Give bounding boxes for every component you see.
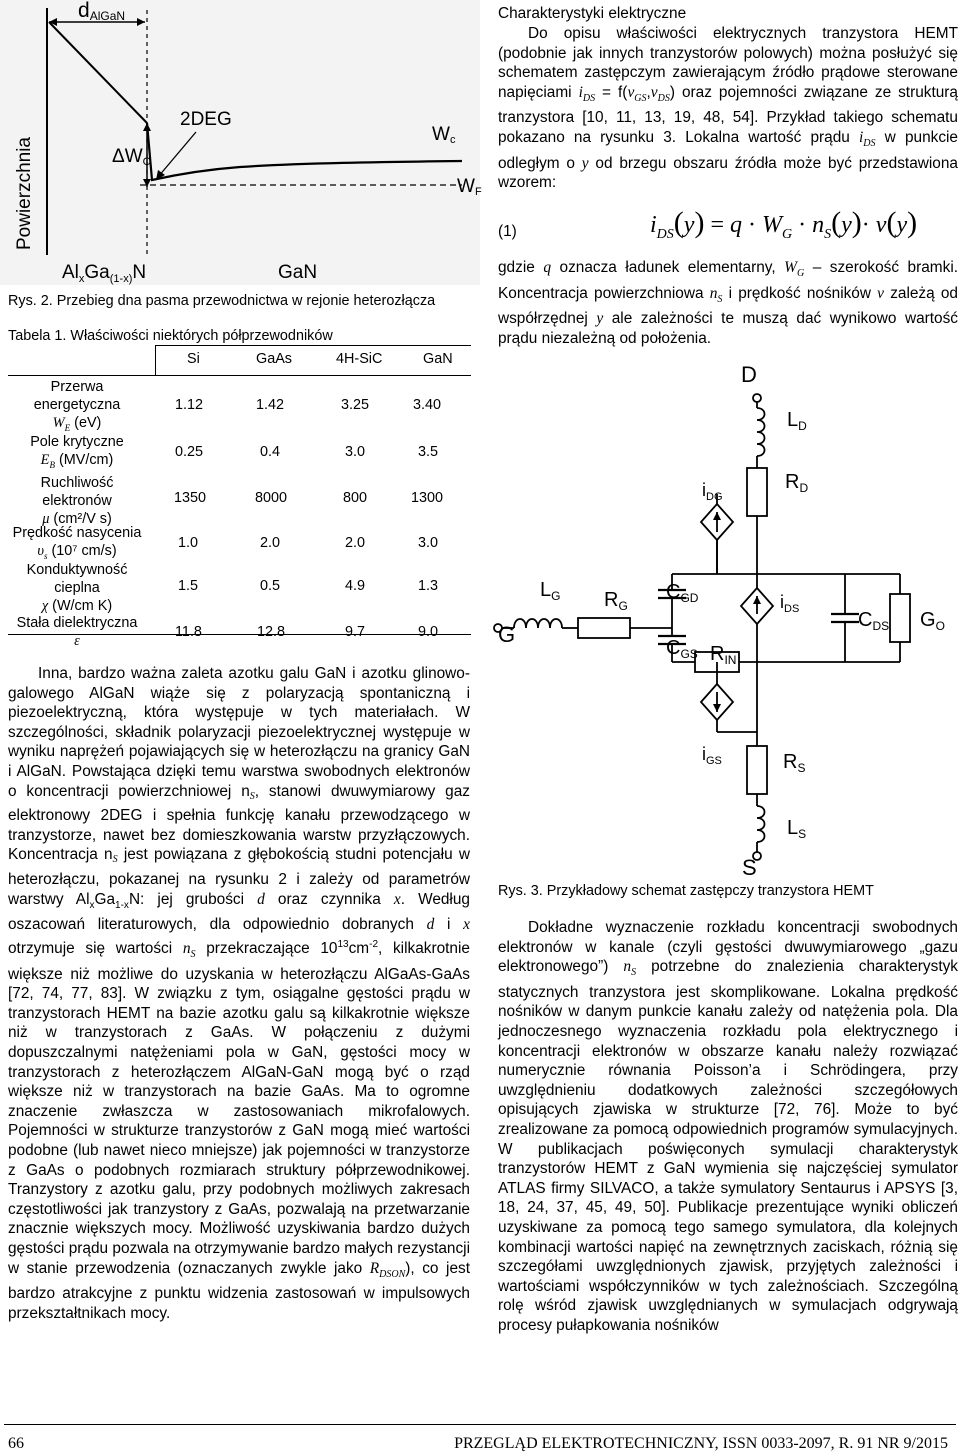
conductance-go	[890, 594, 910, 642]
drain-terminal	[753, 394, 761, 402]
row-symbol: χ (W/cm K)	[41, 598, 113, 614]
table-row	[8, 524, 146, 565]
equation-1: $i_{DS}(y) = q \cdot W_G \cdot n_S(y)\cdot \nu(y)$	[650, 206, 918, 242]
cell-value: 1.3	[418, 578, 439, 594]
row-label-line: elektronów	[42, 493, 112, 509]
cds-label: $C_{DS}$	[858, 609, 890, 633]
table-header-rule	[8, 375, 471, 376]
delta-wc-label: ΔWC	[112, 146, 151, 168]
cgd-label: $C_{GD}$	[666, 581, 699, 605]
resistor-rs	[747, 746, 767, 794]
table-row	[8, 614, 146, 650]
row-symbol: ε	[74, 633, 80, 649]
cell-value: 3.25	[341, 397, 370, 413]
figure-2-caption: Rys. 2. Przebieg dna pasma przewodnictwa w rejonie heterozłącza	[8, 293, 436, 309]
idg-label: $i_{DG}$	[702, 480, 723, 503]
row-symbol: $E_B$ (MV/cm)	[40, 452, 114, 470]
resistor-rd	[747, 468, 767, 516]
cell-value: 3.0	[418, 535, 439, 551]
cell-value: 1.42	[256, 397, 285, 413]
cell-value: 0.5	[260, 578, 281, 594]
section-heading: Charakterystyki elektryczne	[498, 5, 687, 22]
go-label: $G_O$	[920, 609, 945, 633]
cell-value: 9.0	[418, 624, 439, 640]
right-paragraph-3: Dokładne wyznaczenie rozkładu koncentracji swobodnych elektronów w kanale (czyli gęstości dwuwymiarowego „gazu elektronowego”) $n_S$ potrzebne do znalezienia charakterystyk statycznych tranzystora jest skomplikowane. Lokalna prędkość nośników w danym punkcie kanału zależy od natężenia pola. Dla jednoczesnego wyznaczenia rozkładu pola elektrycznego i koncentracji elektronów w obszarze kanału należy rozwiązać numerycznie równania Poisson’a i Schrödingera, przy uwzględnieniu dodatkowych zależności szczegółowych opisujących zjawiska w strukturze [72, 76]. Może to być zrealizowane za pomocą odpowiednich programów symulacyjnych. W publikacjach poświęconych symulacji charakterystyk tranzystorów HEMT z GaN wymienia się najczęściej symulator ATLAS firmy SILVACO, a także symulatory Sentaurus i APSYS [3, 18, 24, 37, 45, 49, 50]. Publikacje prezentujące wyniki obliczeń uzyskiwane za pomocą tego samego symulatora, dla kolejnych kombinacji wartości napięć na zewnętrznych zaciskach, różnią się szczegółami uwzględnionych zjawisk, przyjętych zależności i wartościami współczynników w tych zależnościach. Szczególną rolę wśród zjawisk uwzględnianych w symulacjach odgrywają procesy pułapkowania nośników	[498, 919, 958, 1334]
table-row	[8, 561, 146, 615]
row-symbol: μ (cm²/V s)	[42, 511, 112, 527]
cell-value: 1300	[411, 490, 444, 506]
row-symbol: $W_E$ (eV)	[52, 415, 102, 433]
cell-value: 12.8	[257, 624, 286, 640]
ls-label: $L_S$	[787, 817, 807, 841]
row-label-line: Prędkość nasycenia	[12, 525, 142, 541]
rg-label: $R_G$	[604, 589, 628, 613]
row-label-line: Stała dielektryczna	[16, 615, 138, 631]
cell-value: 11.8	[175, 624, 202, 640]
col-header-si: Si	[187, 351, 200, 367]
journal-footer: PRZEGLĄD ELEKTROTECHNICZNY, ISSN 0033-2097, R. 91 NR 9/2015	[454, 1435, 948, 1452]
rs-label: $R_S$	[783, 751, 806, 775]
footer-rule	[4, 1424, 956, 1425]
table-row	[8, 378, 146, 437]
d-algan-label: dAlGaN	[78, 0, 126, 23]
gan-material-label: GaN	[278, 262, 318, 283]
drain-label: D	[741, 362, 757, 387]
cell-value: 2.0	[260, 535, 281, 551]
ld-label: $L_D$	[787, 409, 807, 433]
igs-label: $i_{GS}$	[702, 744, 722, 767]
left-body-paragraph: Inna, bardzo ważna zaleta azotku galu GaN i azotku glinowo-galowego AlGaN wiąże się z polaryzacją spontaniczną i piezoelektryczną, która występuje w tych materiałach. W szczególności, składnik polaryzacji piezoelektrycznej występuje w wyniku naprężeń pojawiających się w heterozłączu na granicy GaN i AlGaN. Powstająca dzięki temu warstwa swobodnych elektronów o koncentracji powierzchniowej nS, stanowi dwuwymiarowy gaz elektronowy 2DEG i spełnia funkcję kanału przewodzącego w tranzystorze, nawet bez domieszkowania warstw przyzłączowych. Koncentracja nS jest powiązana z głębokością studni potencjału w heterozłączu, pokazanej na rysunku 2 i zależy od parametrów warstwy $Al_xGa_{1-x}N$: jej grubości d oraz czynnika x. Według oszacowań literaturowych, dla odpowiednio dobranych d i x otrzymuje się wartości $n_S$ przekraczające $10^{13}cm^{-2}$, kilkakrotnie większe niż możliwe do uzyskania w heterozłączu AlGaAs-GaAs [72, 74, 77, 83]. W związku z tym, osiągalne gęstości prądu w tranzystorach HEMT na bazie azotku galu są kilkakrotnie większe niż w tranzystorach z GaAs. W połączeniu z dużymi dopuszczalnymi natężeniami pola w GaN, gęstości mocy w tranzystorach z heterozłączem AlGaN-GaN mogą być o rząd większe niż w tranzystorach na bazie GaAs. Ma to ogromne znaczenie zwłaszcza w zastosowaniach mikrofalowych. Pojemności w strukturze tranzystorów z GaN mogą mieć wartości podobne (lub nawet nieco mniejsze) jak pojemności w tranzystorze z GaAs o podobnych rozmiarach struktury półprzewodnikowej. Tranzystory z azotku galu, przy podobnych możliwych zakresach częstotliwości jak tranzystory z GaAs, pozwalają na przetwarzanie znacznie większych mocy. Możliwość uzyskiwania bardzo dużych gęstości prądu pozwala na otrzymywanie bardzo małych rezystancji w stanie przewodzenia (oznaczanych zwykle jako $R_{DSON}$), co jest bardzo atrakcyjne z punktu widzenia zastosowań w impulsowych przekształtnikach mocy.	[8, 665, 470, 1322]
cell-value: 3.0	[345, 444, 366, 460]
row-label-line: energetyczna	[33, 397, 121, 413]
rd-label: $R_D$	[785, 471, 809, 495]
cell-value: 4.9	[345, 578, 366, 594]
source-label: S	[742, 855, 757, 880]
row-label-line: Przerwa	[50, 379, 104, 395]
wc-label: Wc	[432, 124, 456, 146]
table-row	[8, 433, 146, 474]
rin-label: $R_{IN}$	[710, 643, 737, 667]
algan-material-label: $Al_xGa_{(1-x)}N$	[62, 262, 147, 285]
table-1-caption: Tabela 1. Właściwości niektórych półprzewodników	[8, 328, 333, 344]
col-header-gan: GaN	[423, 351, 453, 367]
cell-value: 1.12	[175, 397, 204, 413]
2deg-label: 2DEG	[180, 109, 232, 130]
resistor-rg	[578, 618, 630, 638]
figure-background	[0, 0, 480, 285]
cell-value: 3.40	[413, 397, 442, 413]
table-row	[8, 474, 146, 528]
cell-value: 1.0	[178, 535, 199, 551]
band-diagram-figure	[0, 0, 480, 285]
right-paragraph-1: Do opisu właściwości elektrycznych tranzystora HEMT (podobnie jak innych tranzystorów polowych) można posłużyć się schematem zastępczym zawierającym źródło prądowe sterowane napięciami $i_{DS} = f(v_{GS},v_{DS})$ oraz pojemności związane ze strukturą tranzystora [10, 11, 13, 19, 48, 54]. Przykład takiego schematu pokazano na rysunku 3. Lokalna wartość prądu $i_{DS}$ w punkcie odległym o y od brzegu obszaru źródła może być przedstawiona wzorem:	[498, 25, 958, 192]
row-label-line: Konduktywność	[26, 562, 128, 578]
cell-value: 8000	[255, 490, 288, 506]
cell-value: 1.5	[178, 578, 199, 594]
inductor-ls	[757, 806, 765, 842]
cell-value: 0.4	[260, 444, 281, 460]
table-header-left-rule	[155, 345, 156, 375]
cell-value: 0.25	[175, 444, 204, 460]
inductor-lg	[514, 619, 562, 628]
cell-value: 1350	[174, 490, 207, 506]
equivalent-circuit-figure	[480, 362, 960, 880]
cell-value: 2.0	[345, 535, 366, 551]
row-symbol: $\upsilon_s$ (10⁷ cm/s)	[37, 543, 117, 561]
row-label-line: cieplna	[54, 580, 100, 596]
cell-value: 800	[343, 490, 368, 506]
cgs-label: $C_{GS}$	[666, 637, 698, 661]
inductor-ld	[757, 408, 765, 456]
cell-value: 9.7	[345, 624, 366, 640]
gate-label: G	[498, 622, 516, 647]
cell-value: 3.5	[418, 444, 439, 460]
lg-label: $L_G$	[540, 579, 561, 603]
right-paragraph-2: gdzie q oznacza ładunek elementarny, $W_G$ – szerokość bramki. Koncentracja powierzchniowa $n_S$ i prędkość nośników v zależą od współrzędnej y ale zależności te muszą dać wynikowo wartość prądu niezależną od położenia.	[498, 259, 959, 347]
row-label-line: Pole krytyczne	[30, 434, 124, 450]
figure-3-caption: Rys. 3. Przykładowy schemat zastępczy tranzystora HEMT	[498, 883, 874, 899]
wf-label: WF	[457, 176, 482, 198]
page-number: 66	[8, 1435, 24, 1452]
y-axis-label: Powierzchnia	[14, 137, 35, 250]
row-label-line: Ruchliwość	[40, 475, 114, 491]
col-header-gaas: GaAs	[256, 351, 292, 367]
col-header-4h-sic: 4H-SiC	[336, 351, 383, 367]
ids-label: $i_{DS}$	[780, 592, 800, 615]
equation-number: (1)	[498, 223, 517, 240]
table-top-rule	[155, 345, 471, 346]
